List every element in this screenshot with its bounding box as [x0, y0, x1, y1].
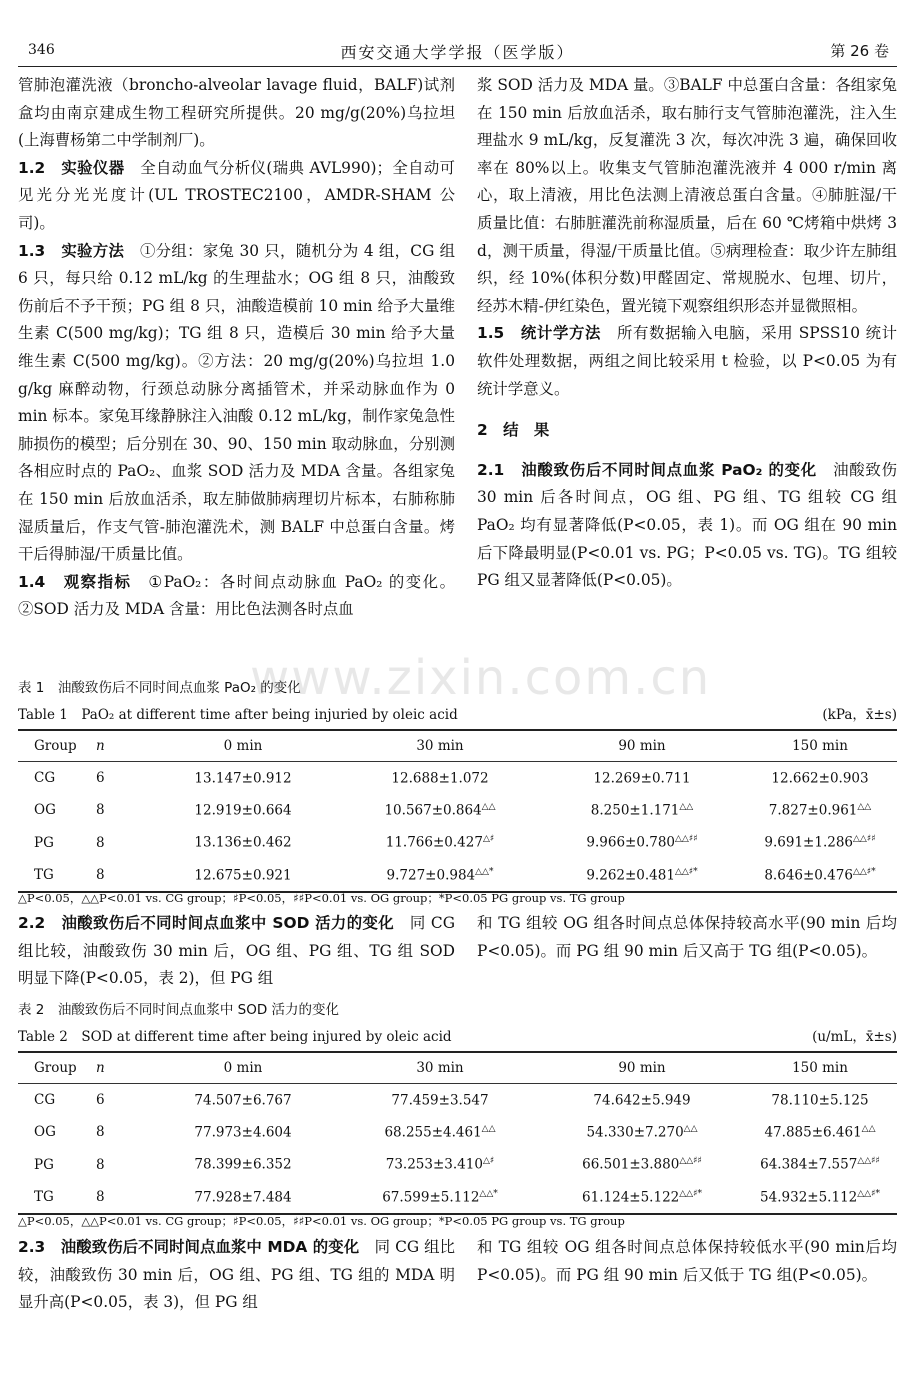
table-cell: 8 — [95, 859, 147, 892]
paragraph — [18, 238, 455, 569]
table-row — [18, 1116, 897, 1148]
table-cell — [743, 1181, 897, 1214]
table-cell — [147, 827, 339, 859]
table1 — [18, 729, 897, 893]
table-cell — [339, 1116, 541, 1148]
column-header: 30 min — [339, 1052, 541, 1084]
table-cell — [339, 1181, 541, 1214]
section-heading: 2.3 油酸致伤后不同时间点血浆中 MDA 的变化 — [18, 1238, 375, 1256]
paragraph — [18, 72, 455, 155]
table-cell — [541, 794, 743, 826]
paragraph — [477, 320, 897, 403]
table1-caption-cn: 表 1 油酸致伤后不同时间点血浆 PaO₂ 的变化 — [18, 680, 301, 696]
column-header: n — [95, 1052, 147, 1084]
cell-value: 12.662±0.903 — [771, 770, 869, 787]
cell-value: 11.766±0.427 — [385, 834, 483, 851]
table2-unit: (u/mL，x̄±s) — [812, 1029, 897, 1045]
significance-mark: △♯ — [482, 1156, 495, 1167]
column-header: Group — [18, 1052, 95, 1084]
table-cell — [743, 1149, 897, 1181]
paragraph-text: 和 TG 组较 OG 组各时间点总体保持较低水平(90 min后均 P<0.05)。而 PG 组 90 min 后又低于 TG 组(P<0.05)。 — [477, 1238, 897, 1284]
cell-value: 7.827±0.961 — [768, 802, 858, 819]
table-cell — [541, 1181, 743, 1214]
table-cell — [147, 1181, 339, 1214]
cell-value: 13.136±0.462 — [194, 834, 292, 851]
table-row — [18, 762, 897, 795]
table-cell — [339, 859, 541, 892]
table-cell — [339, 1149, 541, 1181]
column-header: 0 min — [147, 730, 339, 762]
column-header: 150 min — [743, 1052, 897, 1084]
volume-label: 第 26 卷 — [830, 42, 889, 60]
section-heading: 2.2 油酸致伤后不同时间点血浆中 SOD 活力的变化 — [18, 914, 410, 932]
table-row — [18, 794, 897, 826]
table-cell — [541, 1116, 743, 1148]
table-cell: CG — [34, 770, 56, 787]
watermark: www.zixin.com.cn — [250, 650, 712, 706]
column-header: 30 min — [339, 730, 541, 762]
paragraph-text: 全自动血气分析仪(瑞典 AVL990)；全自动可见光分光光度计(UL TROSTEC2100，AMDR-SHAM 公司)。 — [18, 158, 455, 232]
section-heading: 1.5 统计学方法 — [477, 324, 618, 343]
table-cell — [541, 1149, 743, 1181]
table-row — [18, 859, 897, 892]
cell-value: 74.642±5.949 — [593, 1092, 691, 1109]
table1-caption-en: Table 1 PaO₂ at different time after being injuried by oleic acid — [18, 707, 458, 723]
paragraph — [18, 569, 455, 624]
significance-mark: △△♯♯ — [679, 1156, 702, 1167]
table2-note: △P<0.05，△△P<0.01 vs. CG group；♯P<0.05，♯♯P<0.01 vs. OG group；*P<0.05 PG group vs. TG group — [18, 1214, 625, 1228]
table-cell: OG — [34, 1124, 56, 1141]
significance-mark: △△ — [683, 1124, 698, 1135]
significance-mark: △△♯* — [679, 1188, 702, 1199]
table-cell: PG — [34, 1156, 54, 1173]
significance-mark: △△♯* — [857, 1188, 880, 1199]
cell-value: 67.599±5.112 — [382, 1189, 480, 1206]
table-cell: 6 — [96, 1092, 105, 1109]
right-column — [477, 72, 897, 595]
paragraph-text: 浆 SOD 活力及 MDA 量。③BALF 中总蛋白含量：各组家兔在 150 min 后放血活杀，取右肺行支气管肺泡灌洗，注入生理盐水 9 mL/kg，反复灌洗 3 次，每次冲洗 3 遍，确保回收率在 80%以上。收集支气管肺泡灌洗液并 4 000 r/min 离心，取上清液，用比色法测上清液总蛋白含量。④肺脏湿/干质量比值：右肺脏灌洗前称湿质量，后在 60 ℃烤箱中烘烤 3 d，测干质量，得湿/干质量比值。⑤病理检查：取少许左肺组织，经 10%(体积分数)甲醛固定、常规脱水、包埋、切片，经苏木精-伊红染色，置光镜下观察组织形态并显微照相。 — [477, 76, 897, 315]
cell-value: 74.507±6.767 — [194, 1092, 292, 1109]
paragraph-text: 油酸致伤 30 min 后各时间点，OG 组、PG 组、TG 组较 CG 组 PaO₂ 均有显著降低(P<0.05，表 1)。而 OG 组在 90 min 后下降最明显(P<0.01 vs. PG；P<0.05 vs. TG)。TG 组较 PG 组又显著降低(P<0.05)。 — [477, 460, 897, 590]
section-title: 2 结 果 — [477, 421, 550, 440]
significance-mark: △♯ — [482, 834, 495, 845]
column-header: n — [95, 730, 147, 762]
table-cell — [339, 762, 541, 795]
paragraph — [477, 457, 897, 595]
cell-value: 64.384±7.557 — [760, 1156, 858, 1173]
table-cell: 6 — [96, 770, 105, 787]
table-cell — [743, 827, 897, 859]
table-cell: 8 — [96, 1156, 105, 1173]
table-cell — [147, 1149, 339, 1181]
cell-value: 9.691±1.286 — [764, 834, 854, 851]
column-header: 90 min — [541, 1052, 743, 1084]
table-cell — [147, 859, 339, 892]
table-cell: TG — [18, 1181, 95, 1214]
table-row — [18, 1181, 897, 1214]
cell-value: 54.932±5.112 — [760, 1189, 858, 1206]
cell-value: 12.919±0.664 — [194, 802, 292, 819]
table-cell — [743, 859, 897, 892]
significance-mark: △△ — [481, 1124, 496, 1135]
cell-value: 12.688±1.072 — [391, 770, 489, 787]
cell-value: 9.727±0.984 — [386, 867, 476, 884]
significance-mark: △△ — [481, 802, 496, 813]
table-cell — [541, 762, 743, 795]
table1-unit: (kPa，x̄±s) — [822, 707, 897, 723]
table-cell — [541, 1084, 743, 1117]
table-cell — [743, 1084, 897, 1117]
significance-mark: △△♯♯ — [675, 834, 698, 845]
section-heading: 1.4 观察指标 — [18, 572, 149, 591]
cell-value: 78.399±6.352 — [194, 1156, 292, 1173]
cell-value: 13.147±0.912 — [194, 770, 292, 787]
column-header: 90 min — [541, 730, 743, 762]
section-heading: 1.3 实验方法 — [18, 241, 140, 260]
table-row — [18, 1149, 897, 1181]
paragraph-text: 和 TG 组较 OG 组各时间点总体保持较高水平(90 min 后均 P<0.05)。而 PG 组 90 min 后又高于 TG 组(P<0.05)。 — [477, 914, 897, 960]
section-2-3-cont — [477, 1234, 897, 1289]
cell-value: 77.928±7.484 — [194, 1189, 292, 1206]
cell-value: 77.973±4.604 — [194, 1124, 292, 1141]
table-cell — [743, 762, 897, 795]
table-cell — [147, 762, 339, 795]
cell-value: 66.501±3.880 — [582, 1156, 680, 1173]
running-header — [18, 40, 897, 67]
table-cell: 8 — [96, 834, 105, 851]
cell-value: 47.885±6.461 — [764, 1124, 862, 1141]
table-row — [18, 827, 897, 859]
cell-value: 78.110±5.125 — [771, 1092, 869, 1109]
table-cell — [541, 859, 743, 892]
significance-mark: △△♯♯ — [853, 834, 876, 845]
paragraph-text: ①分组：家兔 30 只，随机分为 4 组，CG 组 6 只，每只给 0.12 mL/kg 的生理盐水；OG 组 8 只，油酸致伤前后不予干预；PG 组 8 只，油酸造模前 10 min 给予大量维生素 C(500 mg/kg)；TG 组 8 只，造模后 30 min 给予大量维生素 C(500 mg/kg)。②方法：20 mg/g(20%)乌拉坦 1.0 g/kg 麻醉动物，行颈总动脉分离插管术，并采动脉血作为 0 min 标本。家兔耳缘静脉注入油酸 0.12 mL/kg，制作家兔急性肺损伤的模型；后分别在 30、90、150 min 取动脉血，分别测各相应时点的 PaO₂、血浆 SOD 活力及 MDA 含量。各组家兔在 150 min 后放血活杀，取左肺做肺病理切片标本，右肺称肺湿质量后，作支气管-肺泡灌洗术，测 BALF 中总蛋白含量。烤干后得肺湿/干质量比值。 — [18, 241, 455, 564]
paragraph-text: 同 CG 组比较，油酸致伤 30 min 后，OG 组、PG 组、TG 组的 MDA 明显升高(P<0.05，表 3)，但 PG 组 — [18, 1238, 455, 1312]
cell-value: 68.255±4.461 — [384, 1124, 482, 1141]
table-cell: TG — [18, 859, 95, 892]
cell-value: 8.250±1.171 — [590, 802, 680, 819]
cell-value: 12.269±0.711 — [593, 770, 691, 787]
section-heading: 1.2 实验仪器 — [18, 158, 141, 177]
paragraph — [18, 155, 455, 238]
table1-note: △P<0.05，△△P<0.01 vs. CG group；♯P<0.05，♯♯P<0.01 vs. OG group；*P<0.05 PG group vs. TG group — [18, 891, 625, 905]
table-cell: 8 — [96, 802, 105, 819]
table2-caption-en: Table 2 SOD at different time after being injured by oleic acid — [18, 1029, 452, 1045]
column-header: Group — [18, 730, 95, 762]
table2-caption-cn: 表 2 油酸致伤后不同时间点血浆中 SOD 活力的变化 — [18, 1002, 340, 1018]
paragraph — [477, 72, 897, 320]
left-column — [18, 72, 455, 624]
cell-value: 77.459±3.547 — [391, 1092, 489, 1109]
cell-value: 8.646±0.476 — [764, 867, 853, 884]
table2 — [18, 1051, 897, 1215]
paragraph-text: 管肺泡灌洗液（broncho-alveolar lavage fluid，BALF)试剂盒均由南京建成生物工程研究所提供。20 mg/g(20%)乌拉坦(上海曹杨第二中学制剂厂)。 — [18, 76, 455, 150]
paragraph-text: ①PaO₂：各时间点动脉血 PaO₂ 的变化。②SOD 活力及 MDA 含量：用比色法测各时点血 — [18, 572, 456, 619]
table-cell: OG — [34, 802, 56, 819]
table-cell — [743, 794, 897, 826]
section-heading: 2.1 油酸致伤后不同时间点血浆 PaO₂ 的变化 — [477, 460, 834, 479]
cell-value: 9.966±0.780 — [586, 834, 676, 851]
journal-title: 西安交通大学学报（医学版） — [340, 43, 575, 62]
table-cell — [743, 1116, 897, 1148]
significance-mark: △△ — [861, 1124, 876, 1135]
cell-value: 54.330±7.270 — [586, 1124, 684, 1141]
column-header: 0 min — [147, 1052, 339, 1084]
table-cell — [339, 794, 541, 826]
table-cell: 8 — [96, 1124, 105, 1141]
significance-mark: △△ — [679, 802, 694, 813]
table-cell: CG — [34, 1092, 56, 1109]
paragraph-text: 所有数据输入电脑，采用 SPSS10 统计软件处理数据，两组之间比较采用 t 检验，以 P<0.05 为有统计学意义。 — [477, 324, 897, 398]
column-header: 150 min — [743, 730, 897, 762]
table-cell — [541, 827, 743, 859]
cell-value: 10.567±0.864 — [384, 802, 482, 819]
table-cell — [147, 794, 339, 826]
significance-mark: △△* — [479, 1188, 498, 1199]
significance-mark: △△* — [475, 866, 494, 877]
paragraph-text: 同 CG 组比较，油酸致伤 30 min 后，OG 组、PG 组、TG 组 SOD 明显下降(P<0.05，表 2)，但 PG 组 — [18, 914, 455, 988]
table-cell — [339, 827, 541, 859]
significance-mark: △△♯* — [852, 866, 876, 877]
cell-value: 61.124±5.122 — [582, 1189, 680, 1206]
table-cell: 8 — [95, 1181, 147, 1214]
significance-mark: △△♯* — [674, 866, 698, 877]
section-2-3 — [18, 1234, 455, 1317]
cell-value: 9.262±0.481 — [586, 867, 675, 884]
significance-mark: △△ — [857, 802, 872, 813]
table-cell: PG — [34, 834, 54, 851]
cell-value: 12.675±0.921 — [194, 867, 292, 884]
section-2-2-cont — [477, 910, 897, 965]
significance-mark: △△♯♯ — [857, 1156, 880, 1167]
cell-value: 73.253±3.410 — [385, 1156, 483, 1173]
section-2-2 — [18, 910, 455, 993]
table-row — [18, 1084, 897, 1117]
table-cell — [339, 1084, 541, 1117]
page-number: 346 — [28, 42, 55, 58]
table-cell — [147, 1116, 339, 1148]
table-cell — [147, 1084, 339, 1117]
